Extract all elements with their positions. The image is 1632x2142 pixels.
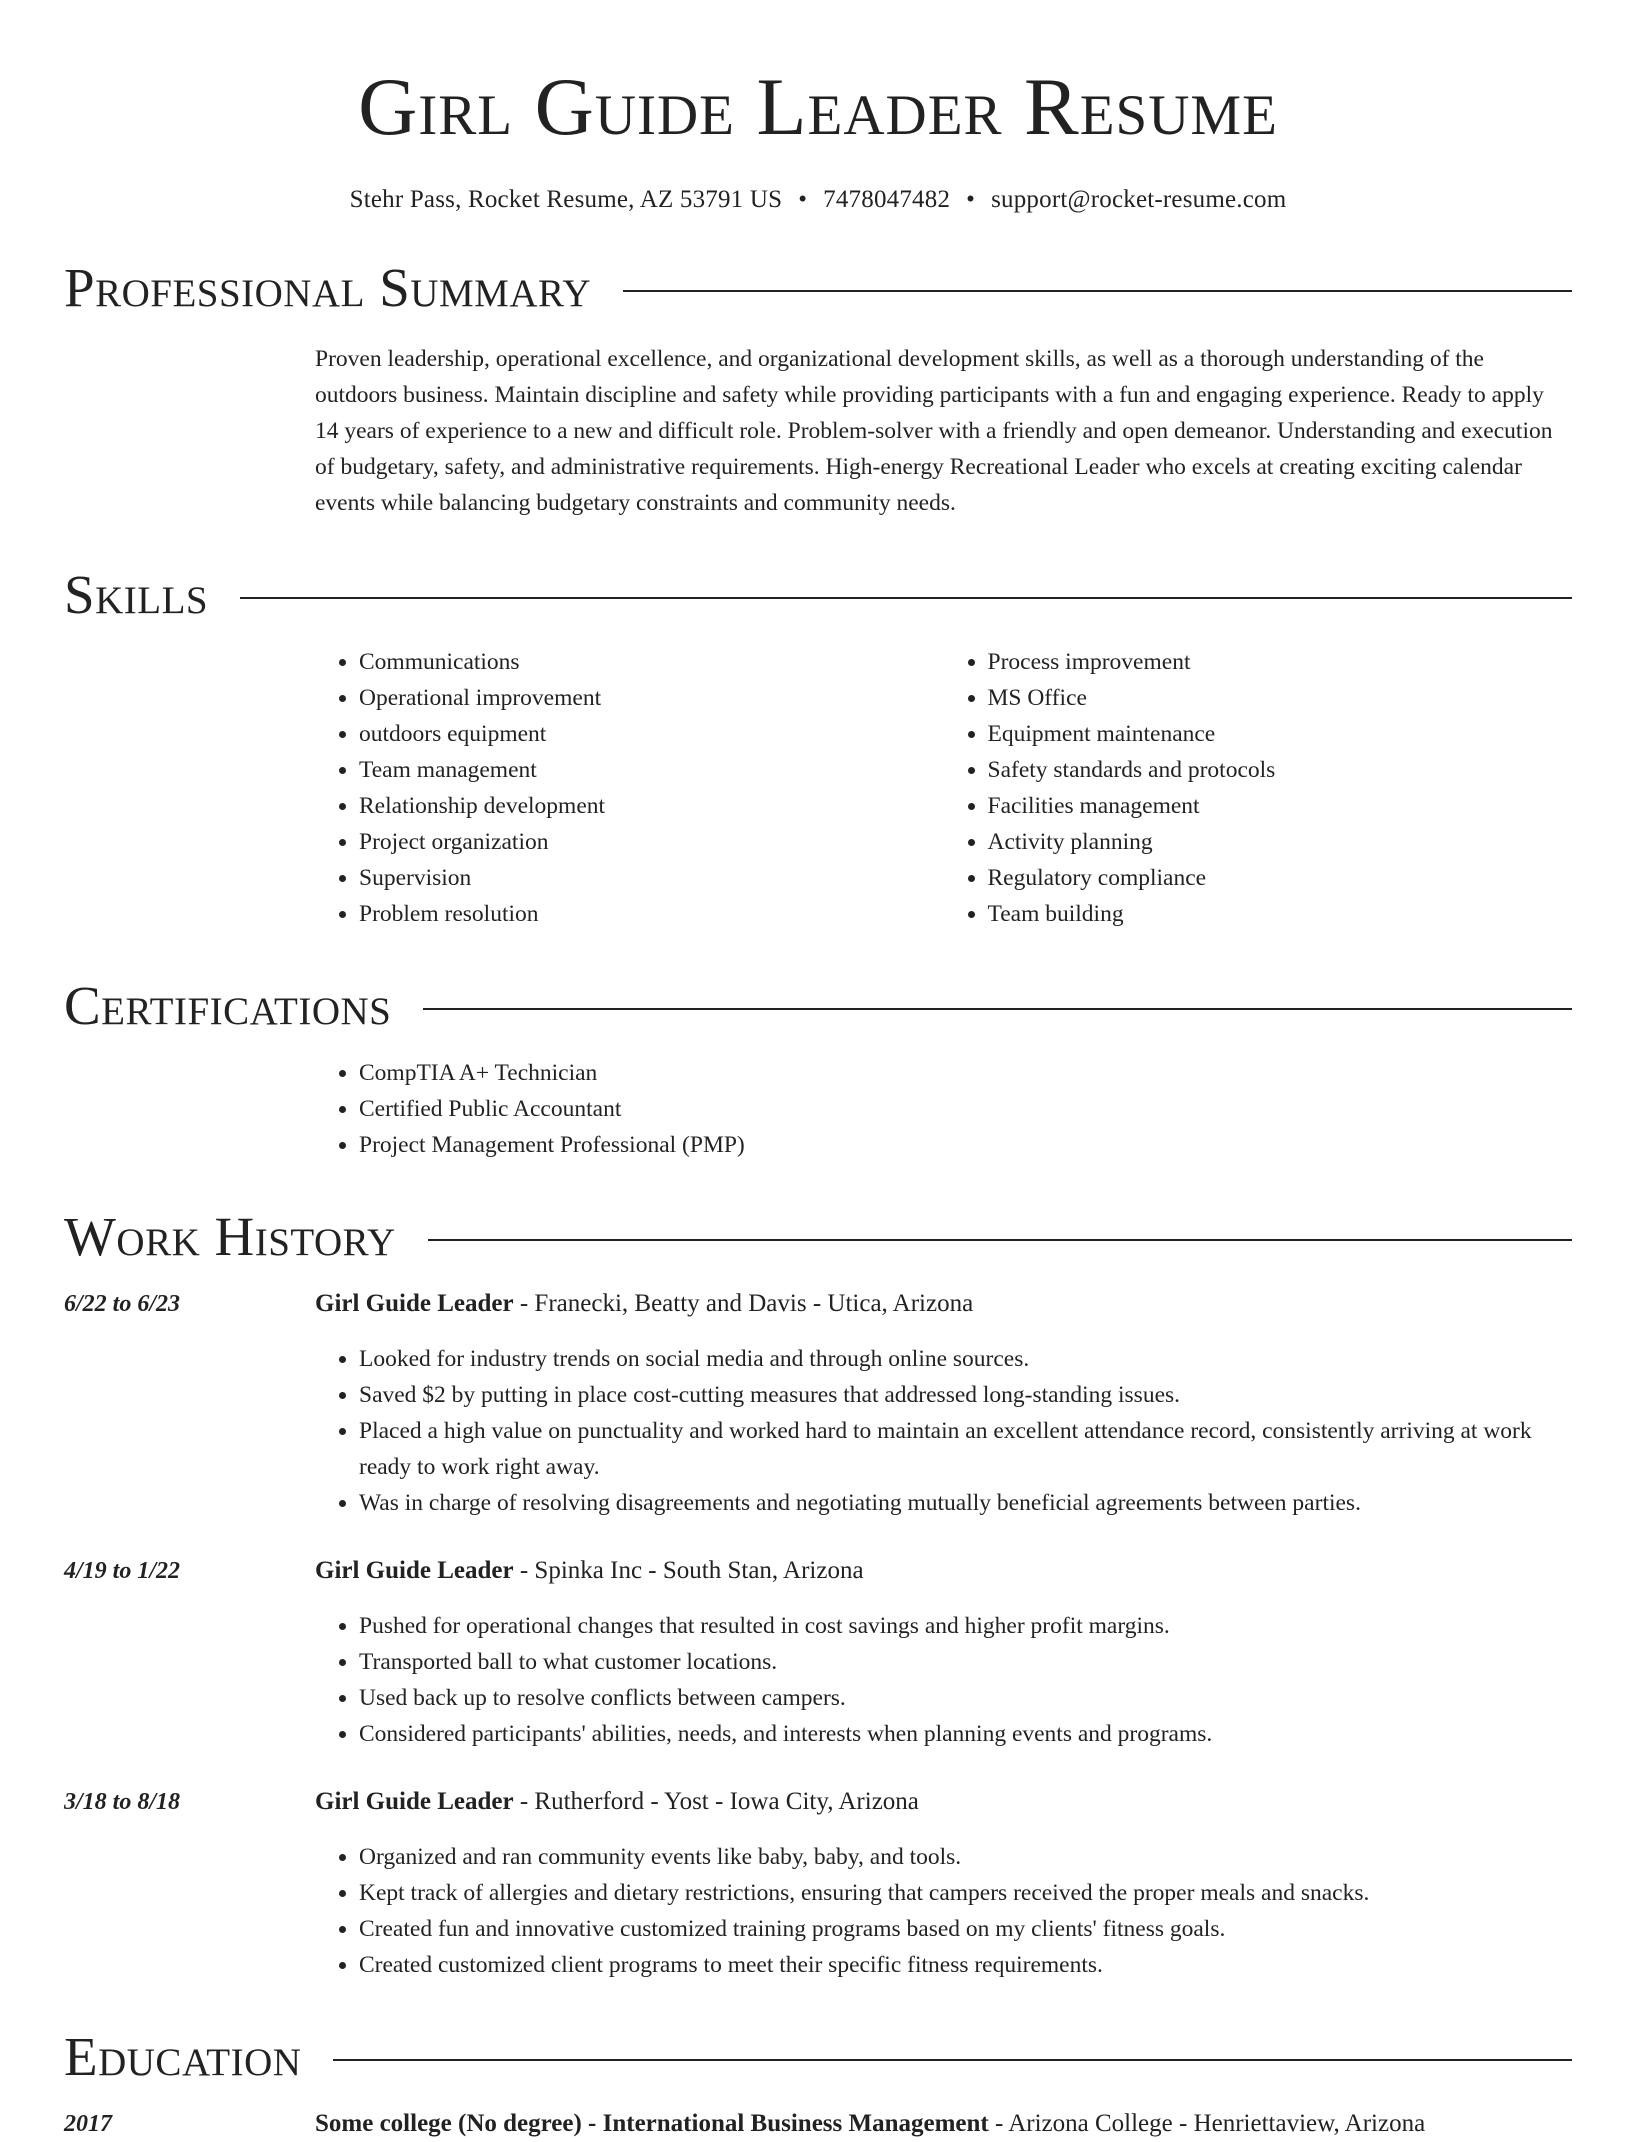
job-bullet: • Created fun and innovative customized training programs based on my clients' fitness goals. xyxy=(359,1911,1572,1947)
job-dates: 3/18 to 8/18 xyxy=(64,1789,181,1815)
summary-heading: Professional Summary xyxy=(64,257,592,318)
job-entry xyxy=(64,1553,1572,1752)
skills-section-header xyxy=(64,564,1572,625)
education-degree: Some college (No degree) - International Business Management xyxy=(315,2110,989,2137)
skill-item: • Process improvement xyxy=(988,644,1573,680)
education-body xyxy=(315,2106,1572,2142)
job-entry xyxy=(64,1286,1572,1521)
education-line xyxy=(315,2106,1572,2142)
education-section-header xyxy=(64,2026,1572,2087)
skill-item: • Team management xyxy=(359,752,944,788)
contact-separator: • xyxy=(966,186,976,213)
skill-item: • MS Office xyxy=(988,680,1573,716)
job-bullet: • Saved $2 by putting in place cost-cutting measures that addressed long-standing issues. xyxy=(359,1377,1572,1413)
skill-item: • Relationship development xyxy=(359,788,944,824)
education-school: - Arizona College - Henriettaview, Arizona xyxy=(988,2110,1426,2137)
certification-item: • CompTIA A+ Technician xyxy=(359,1055,1572,1091)
contact-line xyxy=(64,186,1572,214)
skill-item: • Facilities management xyxy=(988,788,1573,824)
job-body xyxy=(315,1784,1572,1983)
job-bullets xyxy=(315,1839,1572,1983)
job-body xyxy=(315,1286,1572,1521)
certifications-heading: Certifications xyxy=(64,975,392,1036)
contact-separator: • xyxy=(798,186,808,213)
skill-item: • Regulatory compliance xyxy=(988,860,1573,896)
certification-item: • Certified Public Accountant xyxy=(359,1091,1572,1127)
section-divider xyxy=(240,597,1572,599)
skill-item: • Problem resolution xyxy=(359,896,944,932)
skills-columns xyxy=(315,644,1572,932)
job-bullets xyxy=(315,1341,1572,1521)
skill-item: • Activity planning xyxy=(988,824,1573,860)
skill-item: • Communications xyxy=(359,644,944,680)
job-bullet: • Kept track of allergies and dietary restrictions, ensuring that campers received the proper meals and snacks. xyxy=(359,1875,1572,1911)
job-bullet: • Organized and ran community events like baby, baby, and tools. xyxy=(359,1839,1572,1875)
contact-phone: 7478047482 xyxy=(823,186,951,213)
job-bullet: • Pushed for operational changes that resulted in cost savings and higher profit margins. xyxy=(359,1608,1572,1644)
job-title-line xyxy=(315,1286,1572,1322)
job-title: Girl Guide Leader xyxy=(315,1557,514,1584)
certifications-section-header xyxy=(64,975,1572,1036)
skills-heading: Skills xyxy=(64,564,209,625)
job-bullet: • Created customized client programs to meet their specific fitness requirements. xyxy=(359,1947,1572,1983)
section-divider xyxy=(623,290,1572,292)
work-heading: Work History xyxy=(64,1206,396,1267)
job-employer: - Spinka Inc - South Stan, Arizona xyxy=(513,1557,864,1584)
contact-email[interactable]: support@rocket-resume.com xyxy=(991,186,1287,213)
job-bullets xyxy=(315,1608,1572,1752)
job-title: Girl Guide Leader xyxy=(315,1290,514,1317)
job-bullet: • Was in charge of resolving disagreements and negotiating mutually beneficial agreements between parties. xyxy=(359,1485,1572,1521)
certifications-list xyxy=(315,1055,1572,1163)
skill-item: • Operational improvement xyxy=(359,680,944,716)
skill-item: • outdoors equipment xyxy=(359,716,944,752)
job-title-line xyxy=(315,1784,1572,1820)
job-dates: 4/19 to 1/22 xyxy=(64,1558,181,1584)
resume-title: Girl Guide Leader Resume xyxy=(358,61,1278,152)
section-divider xyxy=(423,1008,1572,1010)
education-heading: Education xyxy=(64,2026,302,2087)
skill-item: • Supervision xyxy=(359,860,944,896)
section-divider xyxy=(428,1239,1572,1241)
job-title-line xyxy=(315,1553,1572,1589)
contact-address: Stehr Pass, Rocket Resume, AZ 53791 US xyxy=(349,186,783,213)
education-entry xyxy=(64,2106,1572,2142)
skill-item: • Equipment maintenance xyxy=(988,716,1573,752)
job-bullet: • Looked for industry trends on social media and through online sources. xyxy=(359,1341,1572,1377)
skills-list-left xyxy=(315,644,944,932)
skill-item: • Safety standards and protocols xyxy=(988,752,1573,788)
skill-item: • Team building xyxy=(988,896,1573,932)
job-bullet: • Considered participants' abilities, needs, and interests when planning events and programs. xyxy=(359,1716,1572,1752)
job-employer: - Franecki, Beatty and Davis - Utica, Arizona xyxy=(513,1290,974,1317)
job-bullet: • Transported ball to what customer locations. xyxy=(359,1644,1572,1680)
job-employer: - Rutherford - Yost - Iowa City, Arizona xyxy=(513,1788,919,1815)
job-dates: 6/22 to 6/23 xyxy=(64,1291,181,1317)
job-bullet: • Placed a high value on punctuality and worked hard to maintain an excellent attendance record, consistently arriving at work ready to work right away. xyxy=(359,1413,1572,1485)
skills-list-right xyxy=(944,644,1573,932)
skill-item: • Project organization xyxy=(359,824,944,860)
job-body xyxy=(315,1553,1572,1752)
certification-item: • Project Management Professional (PMP) xyxy=(359,1127,1572,1163)
work-section-header xyxy=(64,1206,1572,1267)
section-divider xyxy=(333,2059,1572,2061)
job-title: Girl Guide Leader xyxy=(315,1788,514,1815)
education-year: 2017 xyxy=(64,2111,112,2137)
job-entry xyxy=(64,1784,1572,1983)
job-bullet: • Used back up to resolve conflicts between campers. xyxy=(359,1680,1572,1716)
summary-text: Proven leadership, operational excellence, and organizational development skills, as well as a thorough understanding of the outdoors business. Maintain discipline and safety while providing participants with a fun and engaging experience. Ready to apply 14 years of experience to a new and difficult role. Problem-solver with a friendly and open demeanor. Understanding and execution of budgetary, safety, and administrative requirements. High-energy Recreational Leader who excels at creating exciting calendar events while balancing budgetary constraints and community needs. xyxy=(315,346,1553,516)
summary-section-header xyxy=(64,257,1572,318)
